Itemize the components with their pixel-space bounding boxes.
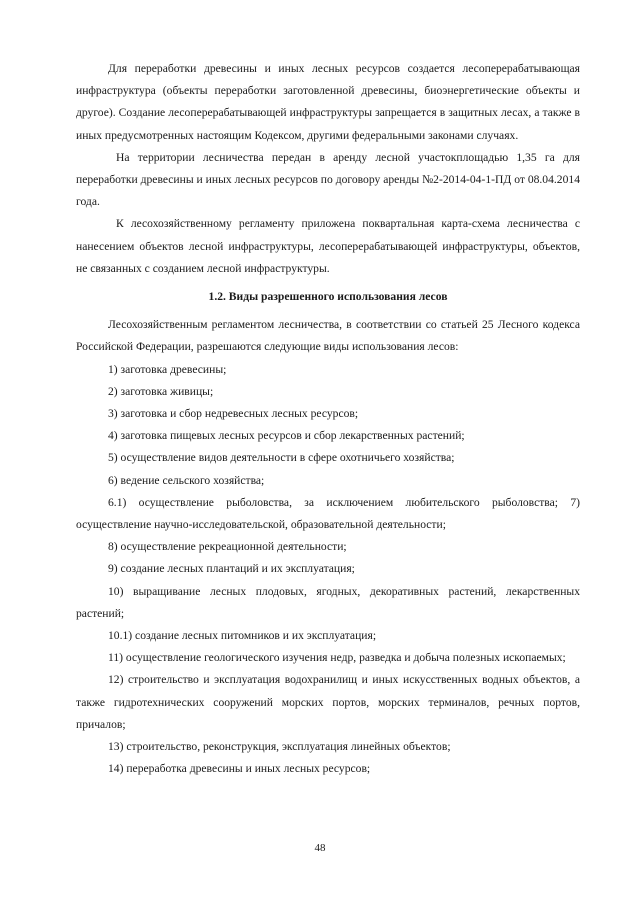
list-item: 5) осуществление видов деятельности в сфере охотничьего хозяйства; [108, 451, 455, 465]
page-number: 48 [314, 842, 326, 854]
paragraph-map-scheme: К лесохозяйственному регламенту приложена поквартальная карта-схема лесничества с нанесением объектов лесной инфраструктуры, лесоперерабатывающей инфраструктуры, объектов, не связанных с созданием лесной инфраструктуры. [76, 217, 580, 275]
paragraph-forest-processing-infrastructure: Для переработки древесины и иных лесных ресурсов создается лесоперерабатывающая инфраструктура (объекты переработки заготовленной древесины, биоэнергетические объекты и другое). Создание лесоперерабатывающей инфраструктуры запрещается в защитных лесах, а также в иных предусмотренных настоящим Кодексом, другими федеральными законами случаях. [76, 62, 580, 142]
list-item: 1) заготовка древесины; [108, 362, 227, 376]
list-item: 3) заготовка и сбор недревесных лесных ресурсов; [108, 407, 359, 421]
paragraph-lease-info: На территории лесничества передан в аренду лесной участокплощадью 1,35 га для переработки древесины и иных лесных ресурсов по договору аренды №2-2014-04-1-ПД от 08.04.2014 года. [76, 150, 580, 209]
list-item: 8) осуществление рекреационной деятельности; [108, 540, 347, 554]
list-item: 10) выращивание лесных плодовых, ягодных, декоративных растений, лекарственных растений; [76, 584, 580, 620]
list-item: 10.1) создание лесных питомников и их эксплуатация; [108, 629, 377, 643]
document-page [76, 58, 580, 781]
permitted-uses-list [76, 359, 580, 781]
list-item: 6) ведение сельского хозяйства; [108, 473, 265, 487]
list-item: 2) заготовка живицы; [108, 384, 214, 398]
list-item: 9) создание лесных плантаций и их эксплуатация; [108, 562, 355, 576]
list-item: 14) переработка древесины и иных лесных ресурсов; [108, 762, 371, 776]
list-item: 12) строительство и эксплуатация водохранилищ и иных искусственных водных объектов, а также гидротехнических сооружений морских портов, морских терминалов, речных портов, причалов; [76, 673, 580, 731]
section-lead-paragraph: Лесохозяйственным регламентом лесничества, в соответствии со статьей 25 Лесного кодекса Российской Федерации, разрешаются следующие виды использования лесов: [76, 318, 580, 354]
list-item: 11) осуществление геологического изучения недр, разведка и добыча полезных ископаемых; [108, 651, 566, 665]
list-item: 4) заготовка пищевых лесных ресурсов и сбор лекарственных растений; [108, 429, 465, 443]
list-item: 13) строительство, реконструкция, эксплуатация линейных объектов; [108, 740, 451, 754]
section-heading: 1.2. Виды разрешенного использования лесов [208, 290, 448, 304]
list-item: 6.1) осуществление рыболовства, за исключением любительского рыболовства; 7) осуществление научно-исследовательской, образовательной деятельности; [76, 495, 580, 532]
